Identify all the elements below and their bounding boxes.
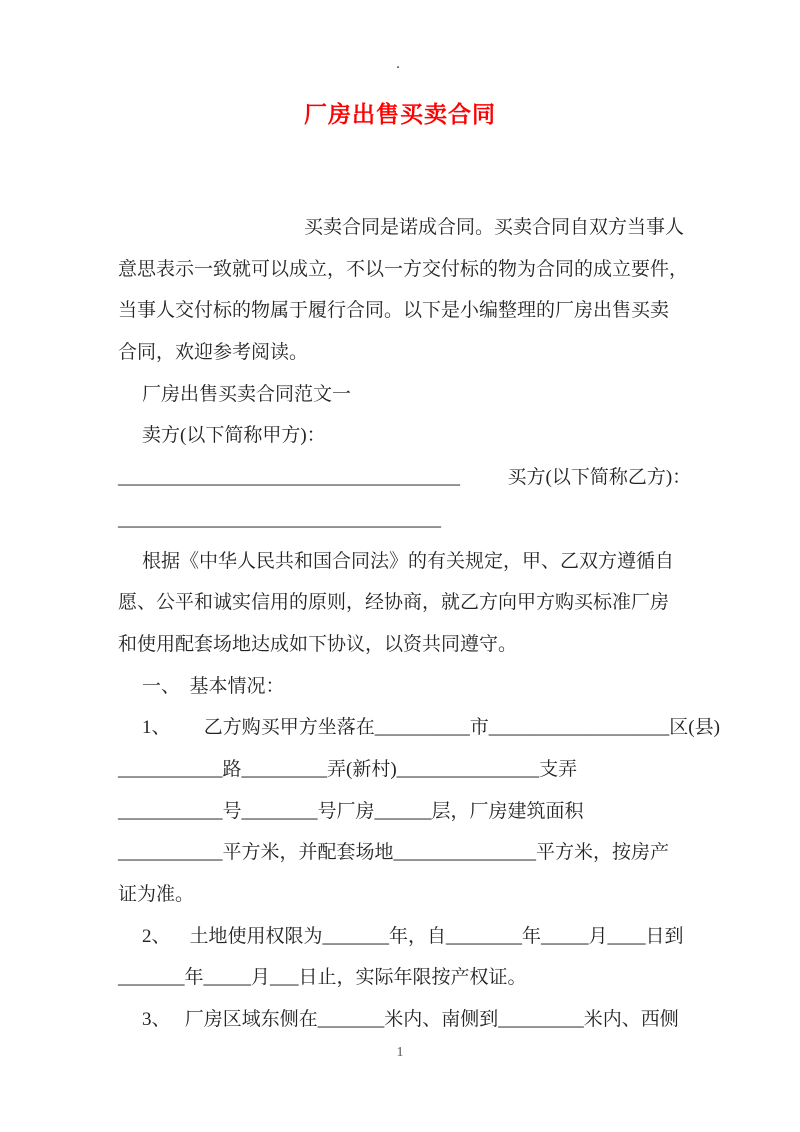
contract-line: 证为准。 [118,884,195,905]
contract-line: 根据《中华人民共和国合同法》的有关规定，甲、乙双方遵循自 [142,550,675,572]
page-number: 1 [396,1045,404,1060]
contract-line: 一、 基本情况： [142,675,285,697]
contract-line: __________________________________ [118,508,441,530]
contract-line: ____________________________________ 买方(以下简称乙方)： [118,467,692,489]
contract-line: 2、 土地使用权限为_______年，自________年_____月____日到 [142,925,684,947]
contract-line: 1、 乙方购买甲方坐落在__________市___________________区(县) [142,717,720,739]
contract-line: 厂房出售买卖合同范文一 [142,383,352,405]
contract-line: 买卖合同是诺成合同。买卖合同自双方当事人 [304,217,685,238]
contract-line: 合同，欢迎参考阅读。 [118,342,309,364]
header-mark: . [396,56,400,72]
contract-line: 卖方(以下简称甲方)： [142,425,326,447]
document-title: 厂房出售买卖合同 [304,102,496,127]
contract-line: ___________平方米，并配套场地_______________平方米，按房产 [118,842,670,864]
contract-line: _______年_____月___日止，实际年限按产权证。 [118,967,527,989]
contract-line: 3、 厂房区域东侧在_______米内、南侧到_________米内、西侧 [142,1009,679,1031]
contract-line: ___________路_________弄(新村)_______________支弄 [118,758,578,780]
contract-line: 意思表示一致就可以成立，不以一方交付标的物为合同的成立要件， [118,258,689,280]
contract-body [118,207,778,1041]
contract-line: 当事人交付标的物属于履行合同。以下是小编整理的厂房出售买卖 [118,300,670,322]
contract-line: 和使用配套场地达成如下协议，以资共同遵守。 [118,633,518,655]
contract-line: 愿、公平和诚实信用的原则，经协商，就乙方向甲方购买标准厂房 [118,592,670,614]
contract-line: ___________号________号厂房______层，厂房建筑面积 [118,800,584,822]
